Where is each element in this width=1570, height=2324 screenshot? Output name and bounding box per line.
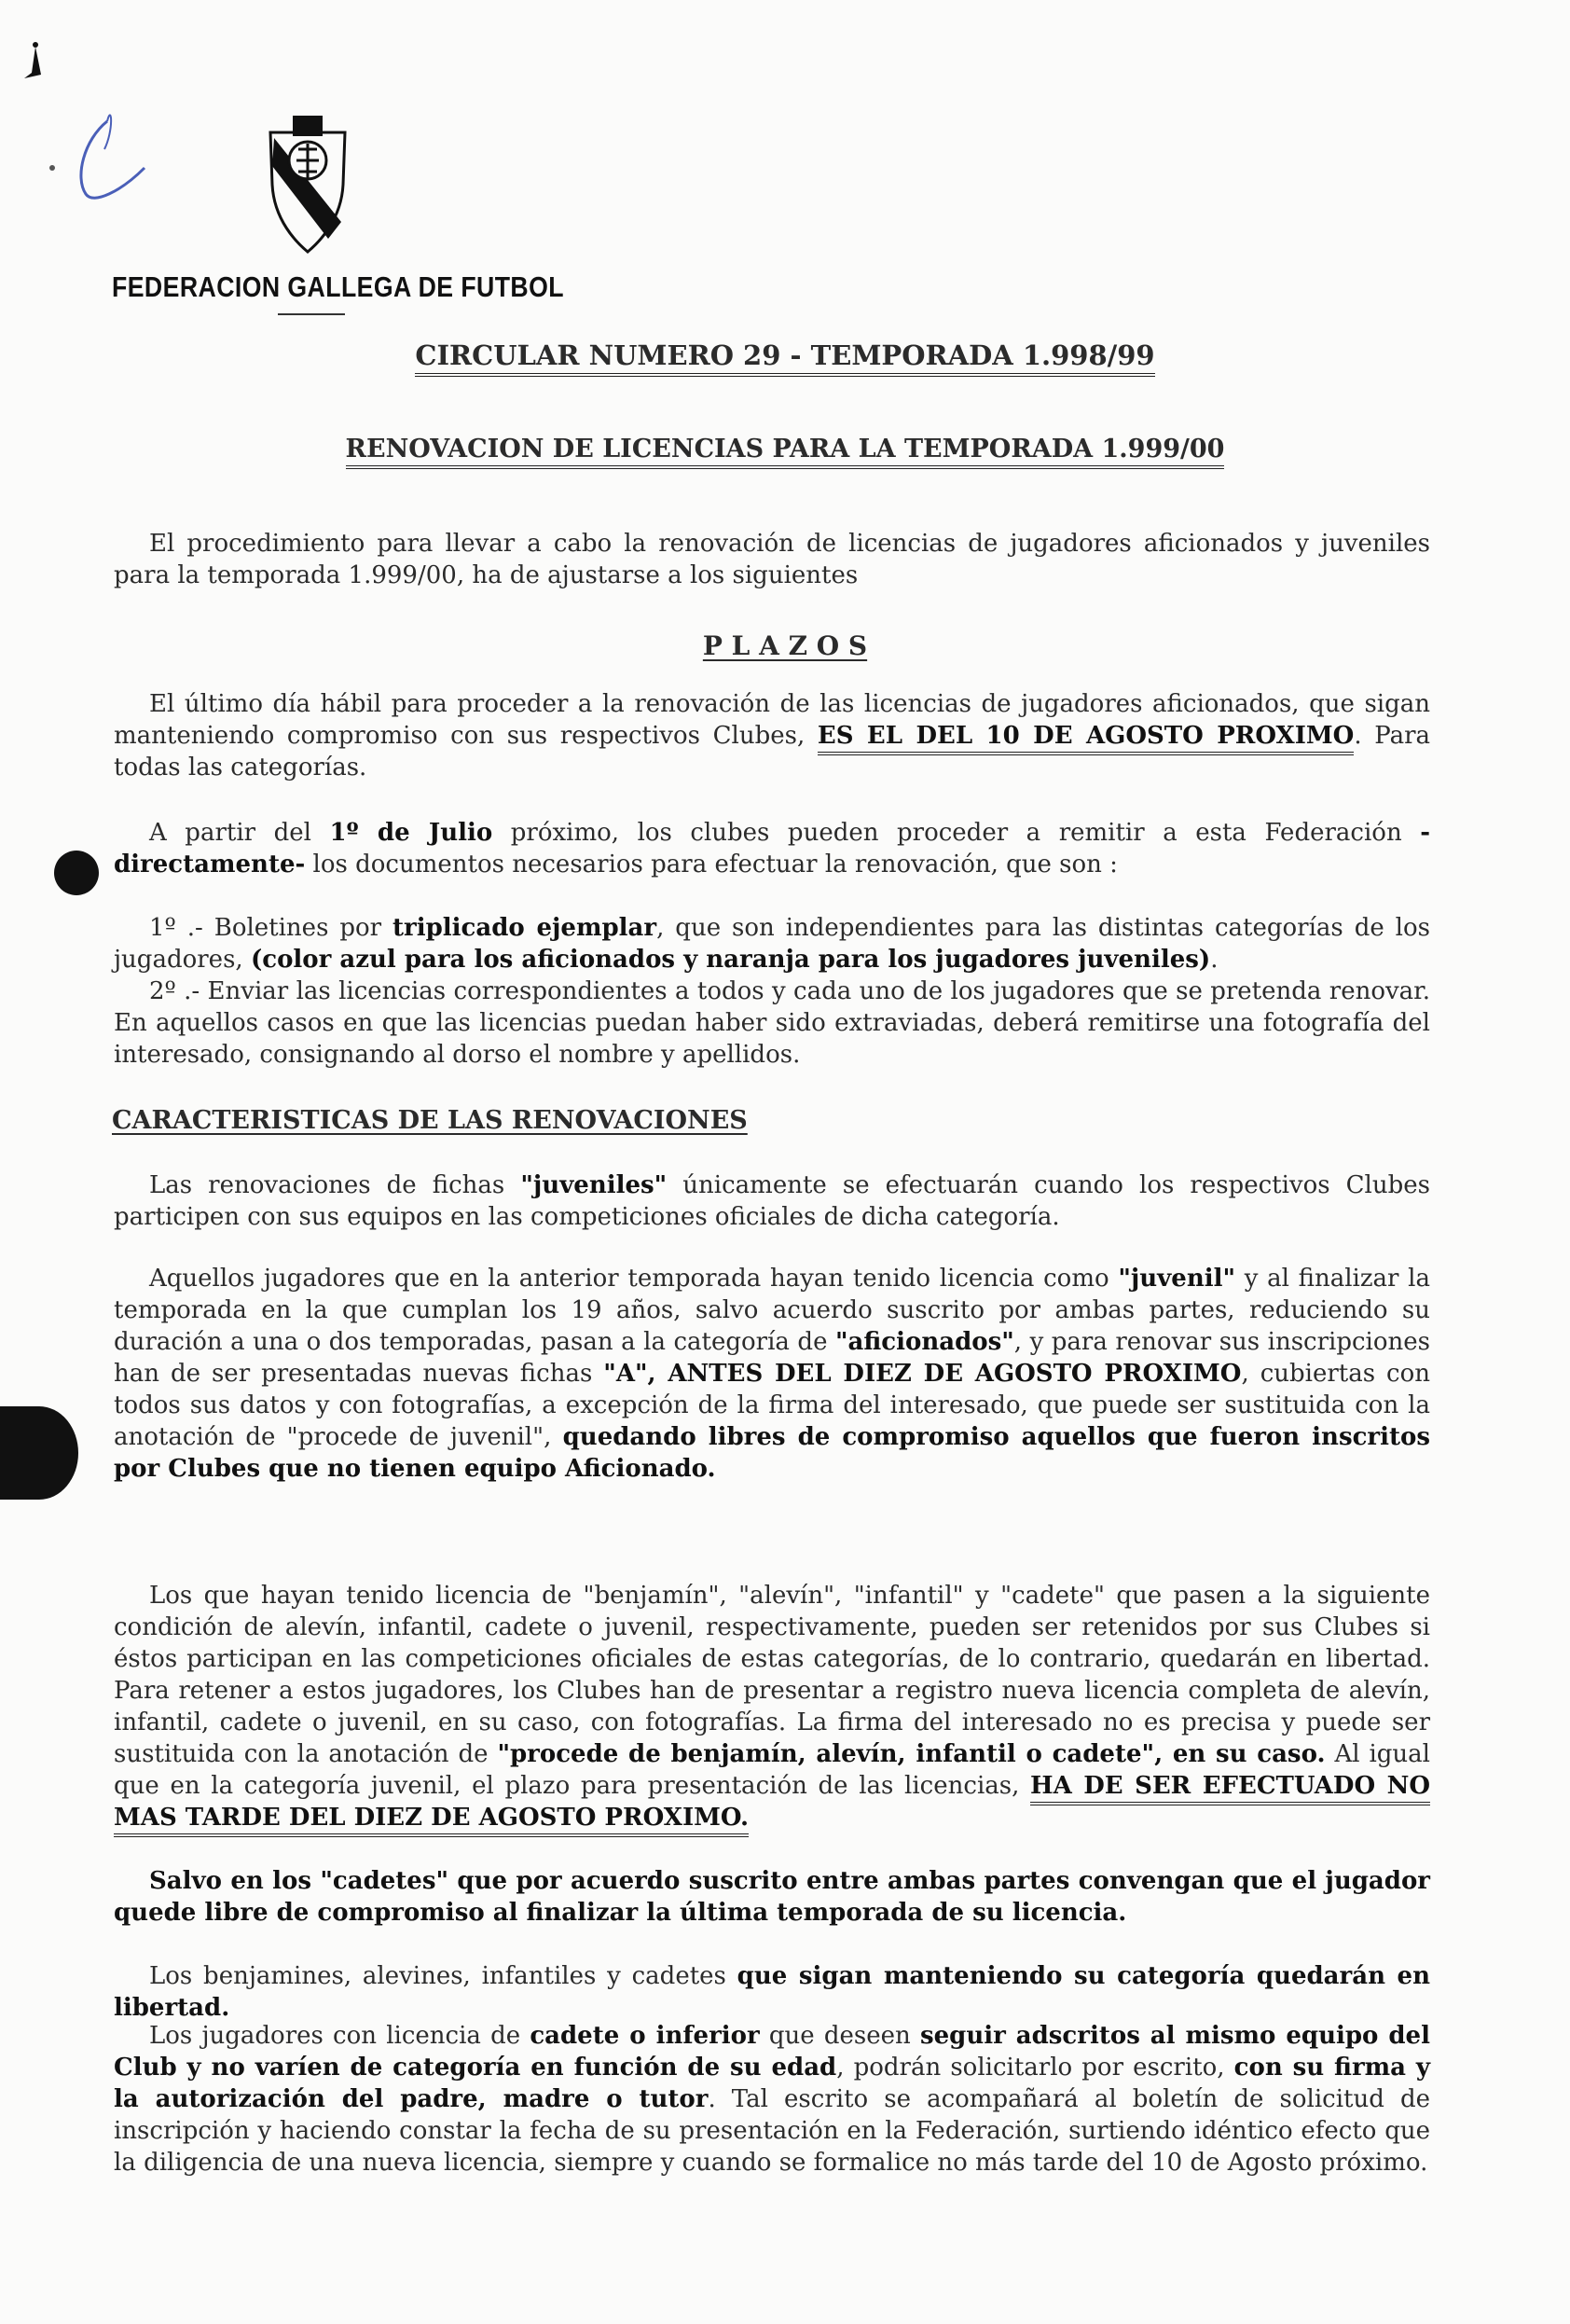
plazos-paragraph-1: El último día hábil para proceder a la renovación de las licencias de jugadores aficionados, que sigan manteniendo compromiso con sus respectivos Clubes, ES EL DEL 10 DE AGOSTO PROXIMO. Para todas las categorías. (114, 690, 1431, 782)
intro-paragraph: El procedimiento para llevar a cabo la renovación de licencias de jugadores aficionados y juveniles para la temporada 1.999/00, ha de ajustarse a los siguientes (114, 530, 1430, 589)
renovaciones-paragraph-4: Salvo en los "cadetes" que por acuerdo suscrito entre ambas partes convengan que el jugador quede libre de compromiso al finalizar la última temporada de su licencia. (114, 1867, 1430, 1927)
punch-hole-mark (0, 1406, 78, 1500)
caracteristicas-heading: CARACTERISTICAS DE LAS RENOVACIONES (112, 1106, 748, 1135)
renovaciones-paragraph-6: Los jugadores con licencia de cadete o inferior que deseen seguir adscritos al mismo equipo del Club y no varíen de categoría en función de su edad, podrán solicitarlo por escrito, con su firma y la autorización del padre, madre o tutor. Tal escrito se acompañará al boletín de solicitud de inscripción y haciendo constar la fecha de su presentación en la Federación, surtiendo idéntico efecto que la diligencia de una nueva licencia, siempre y cuando se formalice no más tarde del 10 de Agosto próximo. (114, 2022, 1431, 2177)
renovaciones-paragraph-5: Los benjamines, alevines, infantiles y cadetes que sigan manteniendo su categoría quedarán en libertad. (114, 1962, 1430, 2022)
renovaciones-paragraph-3: Los que hayan tenido licencia de "benjamín", "alevín", "infantil" y "cadete" que pasen a la siguiente condición de alevín, infantil, cadete o juvenil, respectivamente, pueden ser retenidos por sus Clubes si éstos participan en las competiciones oficiales de estas categorías, de lo contrario, quedarán en libertad. Para retener a estos jugadores, los Clubes han de presentar a registro nueva licencia completa de alevín, infantil, cadete o juvenil, en su caso, con fotografías. La firma del interesado no es precisa y puede ser sustituida con la anotación de "procede de benjamín, alevín, infantil o cadete", en su caso. Al igual que en la categoría juvenil, el plazo para presentación de las licencias, HA DE SER EFECTUADO NO MAS TARDE DEL DIEZ DE AGOSTO PROXIMO. (114, 1580, 1430, 1833)
punch-hole-mark (54, 851, 99, 895)
plazos-item-2: 2º .- Enviar las licencias correspondientes a todos y cada uno de los jugadores que se pretenda renovar. En aquellos casos en que las licencias puedan haber sido extraviadas, deberá remitirse una fotografía del interesado, consignando al dorso el nombre y apellidos. (114, 977, 1430, 1069)
organization-name: FEDERACION GALLEGA DE FUTBOL (112, 270, 564, 303)
plazos-item-1: 1º .- Boletines por triplicado ejemplar, que son independientes para las distintas categorías de los jugadores, (color azul para los aficionados y naranja para los jugadores juveniles). (114, 914, 1430, 974)
subject-title: RENOVACION DE LICENCIAS PARA LA TEMPORADA 1.999/00 (0, 435, 1570, 463)
handwritten-mark (19, 28, 158, 205)
plazos-paragraph-2: A partir del 1º de Julio próximo, los clubes pueden proceder a remitir a esta Federación -directamente- los documentos necesarios para efectuar la renovación, que son : (114, 819, 1431, 878)
circular-title: CIRCULAR NUMERO 29 - TEMPORADA 1.998/99 (0, 339, 1570, 371)
plazos-heading: P L A Z O S (702, 630, 868, 661)
renovaciones-paragraph-2: Aquellos jugadores que en la anterior temporada hayan tenido licencia como "juvenil" y al finalizar la temporada en la que cumplan los 19 años, salvo acuerdo suscrito por ambas partes, reduciendo su duración a una o dos temporadas, pasan a la categoría de "aficionados", y para renovar sus inscripciones han de ser presentadas nuevas fichas "A", ANTES DEL DIEZ DE AGOSTO PROXIMO, cubiertas con todos sus datos y con fotografías, a excepción de la firma del interesado, que puede ser sustituida con la anotación de "procede de juvenil", quedando libres de compromiso aquellos que fueron inscritos por Clubes que no tienen equipo Aficionado. (114, 1265, 1430, 1483)
federation-crest-icon (263, 110, 352, 256)
organization-underline (278, 313, 345, 315)
renovaciones-paragraph-1: Las renovaciones de fichas "juveniles" únicamente se efectuarán cuando los respectivos Clubes participen con sus equipos en las competiciones oficiales de dicha categoría. (114, 1171, 1430, 1231)
